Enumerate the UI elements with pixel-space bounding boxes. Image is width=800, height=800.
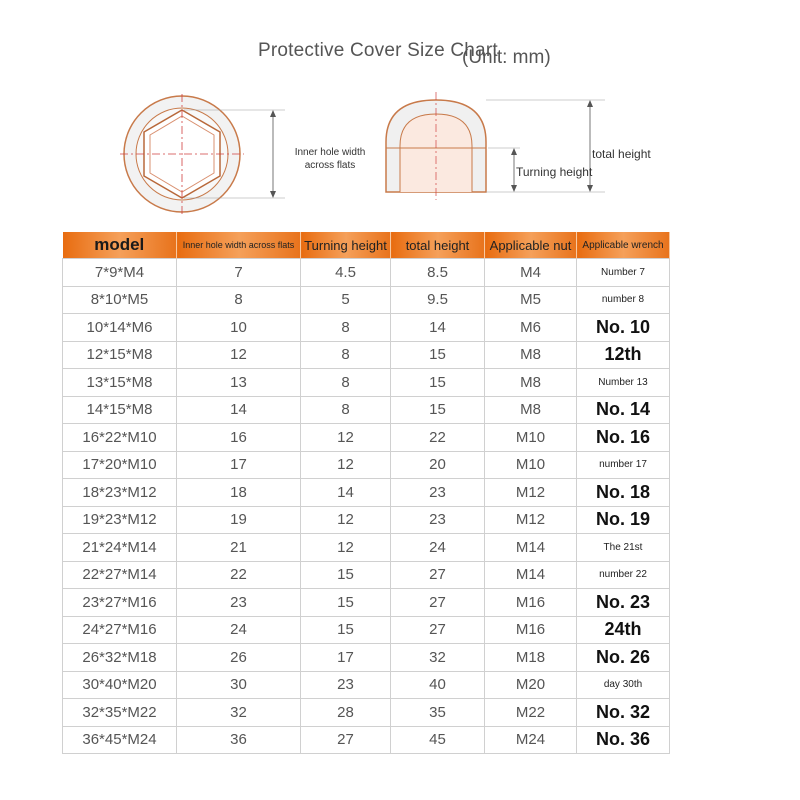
cell-model: 10*14*M6: [63, 314, 177, 342]
cell-total-height: 14: [391, 314, 485, 342]
cell-applicable-nut: M12: [485, 506, 577, 534]
cell-model: 23*27*M16: [63, 589, 177, 617]
cell-total-height: 15: [391, 396, 485, 424]
cell-applicable-wrench: No. 26: [577, 644, 670, 672]
cell-inner-width: 14: [177, 396, 301, 424]
cell-turning-height: 12: [301, 451, 391, 479]
cell-total-height: 27: [391, 616, 485, 644]
table-header: [63, 232, 670, 259]
table-row: [63, 726, 670, 754]
cell-applicable-wrench: number 22: [577, 561, 670, 589]
table-body: [63, 259, 670, 754]
table-row: [63, 561, 670, 589]
cell-model: 19*23*M12: [63, 506, 177, 534]
cell-inner-width: 22: [177, 561, 301, 589]
cell-total-height: 23: [391, 479, 485, 507]
cell-total-height: 35: [391, 699, 485, 727]
cell-applicable-nut: M12: [485, 479, 577, 507]
cell-applicable-wrench: 24th: [577, 616, 670, 644]
table-row: [63, 506, 670, 534]
cell-applicable-nut: M10: [485, 424, 577, 452]
header-total-height: total height: [391, 232, 485, 259]
cell-applicable-nut: M8: [485, 396, 577, 424]
cell-applicable-nut: M16: [485, 616, 577, 644]
cell-turning-height: 8: [301, 396, 391, 424]
cell-model: 7*9*M4: [63, 259, 177, 287]
cell-inner-width: 7: [177, 259, 301, 287]
cell-turning-height: 28: [301, 699, 391, 727]
cell-turning-height: 8: [301, 369, 391, 397]
header-applicable-nut: Applicable nut: [485, 232, 577, 259]
cell-inner-width: 16: [177, 424, 301, 452]
label-inner-hole-width: Inner hole width across flats: [294, 147, 366, 171]
cell-applicable-nut: M16: [485, 589, 577, 617]
cell-total-height: 20: [391, 451, 485, 479]
cell-inner-width: 26: [177, 644, 301, 672]
table-row: [63, 424, 670, 452]
cell-turning-height: 8: [301, 314, 391, 342]
cell-applicable-wrench: No. 18: [577, 479, 670, 507]
cell-model: 14*15*M8: [63, 396, 177, 424]
cell-inner-width: 12: [177, 341, 301, 369]
cell-model: 22*27*M14: [63, 561, 177, 589]
cell-inner-width: 23: [177, 589, 301, 617]
cell-model: 26*32*M18: [63, 644, 177, 672]
cell-inner-width: 36: [177, 726, 301, 754]
cell-applicable-nut: M18: [485, 644, 577, 672]
cell-inner-width: 21: [177, 534, 301, 562]
cell-applicable-wrench: No. 23: [577, 589, 670, 617]
cell-total-height: 15: [391, 341, 485, 369]
cell-turning-height: 5: [301, 286, 391, 314]
cell-inner-width: 32: [177, 699, 301, 727]
label-total-height: total height: [592, 147, 651, 161]
cell-total-height: 32: [391, 644, 485, 672]
table-row: [63, 644, 670, 672]
cell-turning-height: 23: [301, 671, 391, 699]
cell-turning-height: 14: [301, 479, 391, 507]
cell-applicable-wrench: number 17: [577, 451, 670, 479]
cell-turning-height: 8: [301, 341, 391, 369]
cell-model: 12*15*M8: [63, 341, 177, 369]
cell-applicable-nut: M4: [485, 259, 577, 287]
cell-applicable-wrench: day 30th: [577, 671, 670, 699]
table-row: [63, 479, 670, 507]
cell-inner-width: 19: [177, 506, 301, 534]
table-row: [63, 369, 670, 397]
cell-applicable-wrench: No. 19: [577, 506, 670, 534]
cell-turning-height: 15: [301, 589, 391, 617]
cell-applicable-wrench: No. 10: [577, 314, 670, 342]
cell-inner-width: 17: [177, 451, 301, 479]
cell-turning-height: 15: [301, 561, 391, 589]
cell-model: 16*22*M10: [63, 424, 177, 452]
header-model: model: [63, 232, 177, 259]
table-row: [63, 259, 670, 287]
cell-inner-width: 18: [177, 479, 301, 507]
cell-model: 8*10*M5: [63, 286, 177, 314]
unit-label: (Unit: mm): [462, 47, 551, 68]
cell-inner-width: 24: [177, 616, 301, 644]
cell-applicable-nut: M6: [485, 314, 577, 342]
table-row: [63, 534, 670, 562]
cell-total-height: 23: [391, 506, 485, 534]
cell-total-height: 45: [391, 726, 485, 754]
cell-total-height: 9.5: [391, 286, 485, 314]
cell-applicable-wrench: Number 13: [577, 369, 670, 397]
cell-total-height: 15: [391, 369, 485, 397]
table-row: [63, 699, 670, 727]
table-row: [63, 589, 670, 617]
cell-model: 18*23*M12: [63, 479, 177, 507]
header-applicable-wrench: Applicable wrench: [577, 232, 670, 259]
cell-turning-height: 12: [301, 534, 391, 562]
table-row: [63, 671, 670, 699]
cell-total-height: 22: [391, 424, 485, 452]
header-inner-width: Inner hole width across flats: [177, 232, 301, 259]
cell-total-height: 27: [391, 589, 485, 617]
cell-applicable-wrench: No. 36: [577, 726, 670, 754]
cell-applicable-nut: M10: [485, 451, 577, 479]
cell-applicable-wrench: No. 14: [577, 396, 670, 424]
header-turning-height: Turning height: [301, 232, 391, 259]
cell-applicable-nut: M20: [485, 671, 577, 699]
cell-turning-height: 27: [301, 726, 391, 754]
cap-section-view-diagram: [380, 92, 610, 202]
cell-total-height: 40: [391, 671, 485, 699]
cell-applicable-nut: M14: [485, 561, 577, 589]
cell-applicable-wrench: No. 16: [577, 424, 670, 452]
cell-turning-height: 15: [301, 616, 391, 644]
cell-applicable-nut: M22: [485, 699, 577, 727]
cell-turning-height: 12: [301, 424, 391, 452]
cell-total-height: 8.5: [391, 259, 485, 287]
cell-turning-height: 12: [301, 506, 391, 534]
size-table: [62, 232, 670, 754]
table-row: [63, 396, 670, 424]
cell-applicable-wrench: 12th: [577, 341, 670, 369]
cell-model: 36*45*M24: [63, 726, 177, 754]
table-row: [63, 314, 670, 342]
cell-model: 30*40*M20: [63, 671, 177, 699]
chart-title: Protective Cover Size Chart: [258, 40, 498, 61]
cell-model: 13*15*M8: [63, 369, 177, 397]
cell-applicable-wrench: Number 7: [577, 259, 670, 287]
cell-applicable-nut: M8: [485, 341, 577, 369]
cell-inner-width: 10: [177, 314, 301, 342]
cell-applicable-wrench: No. 32: [577, 699, 670, 727]
cell-inner-width: 30: [177, 671, 301, 699]
table-row: [63, 341, 670, 369]
cell-model: 32*35*M22: [63, 699, 177, 727]
cell-model: 17*20*M10: [63, 451, 177, 479]
cell-total-height: 27: [391, 561, 485, 589]
cell-applicable-nut: M5: [485, 286, 577, 314]
table-row: [63, 451, 670, 479]
cell-applicable-nut: M8: [485, 369, 577, 397]
table-row: [63, 286, 670, 314]
cell-model: 21*24*M14: [63, 534, 177, 562]
table-row: [63, 616, 670, 644]
cell-inner-width: 8: [177, 286, 301, 314]
cell-total-height: 24: [391, 534, 485, 562]
cell-turning-height: 4.5: [301, 259, 391, 287]
cell-applicable-nut: M24: [485, 726, 577, 754]
cell-model: 24*27*M16: [63, 616, 177, 644]
cell-applicable-wrench: The 21st: [577, 534, 670, 562]
cell-inner-width: 13: [177, 369, 301, 397]
cell-turning-height: 17: [301, 644, 391, 672]
label-turning-height: Turning height: [516, 165, 593, 179]
cell-applicable-wrench: number 8: [577, 286, 670, 314]
cell-applicable-nut: M14: [485, 534, 577, 562]
